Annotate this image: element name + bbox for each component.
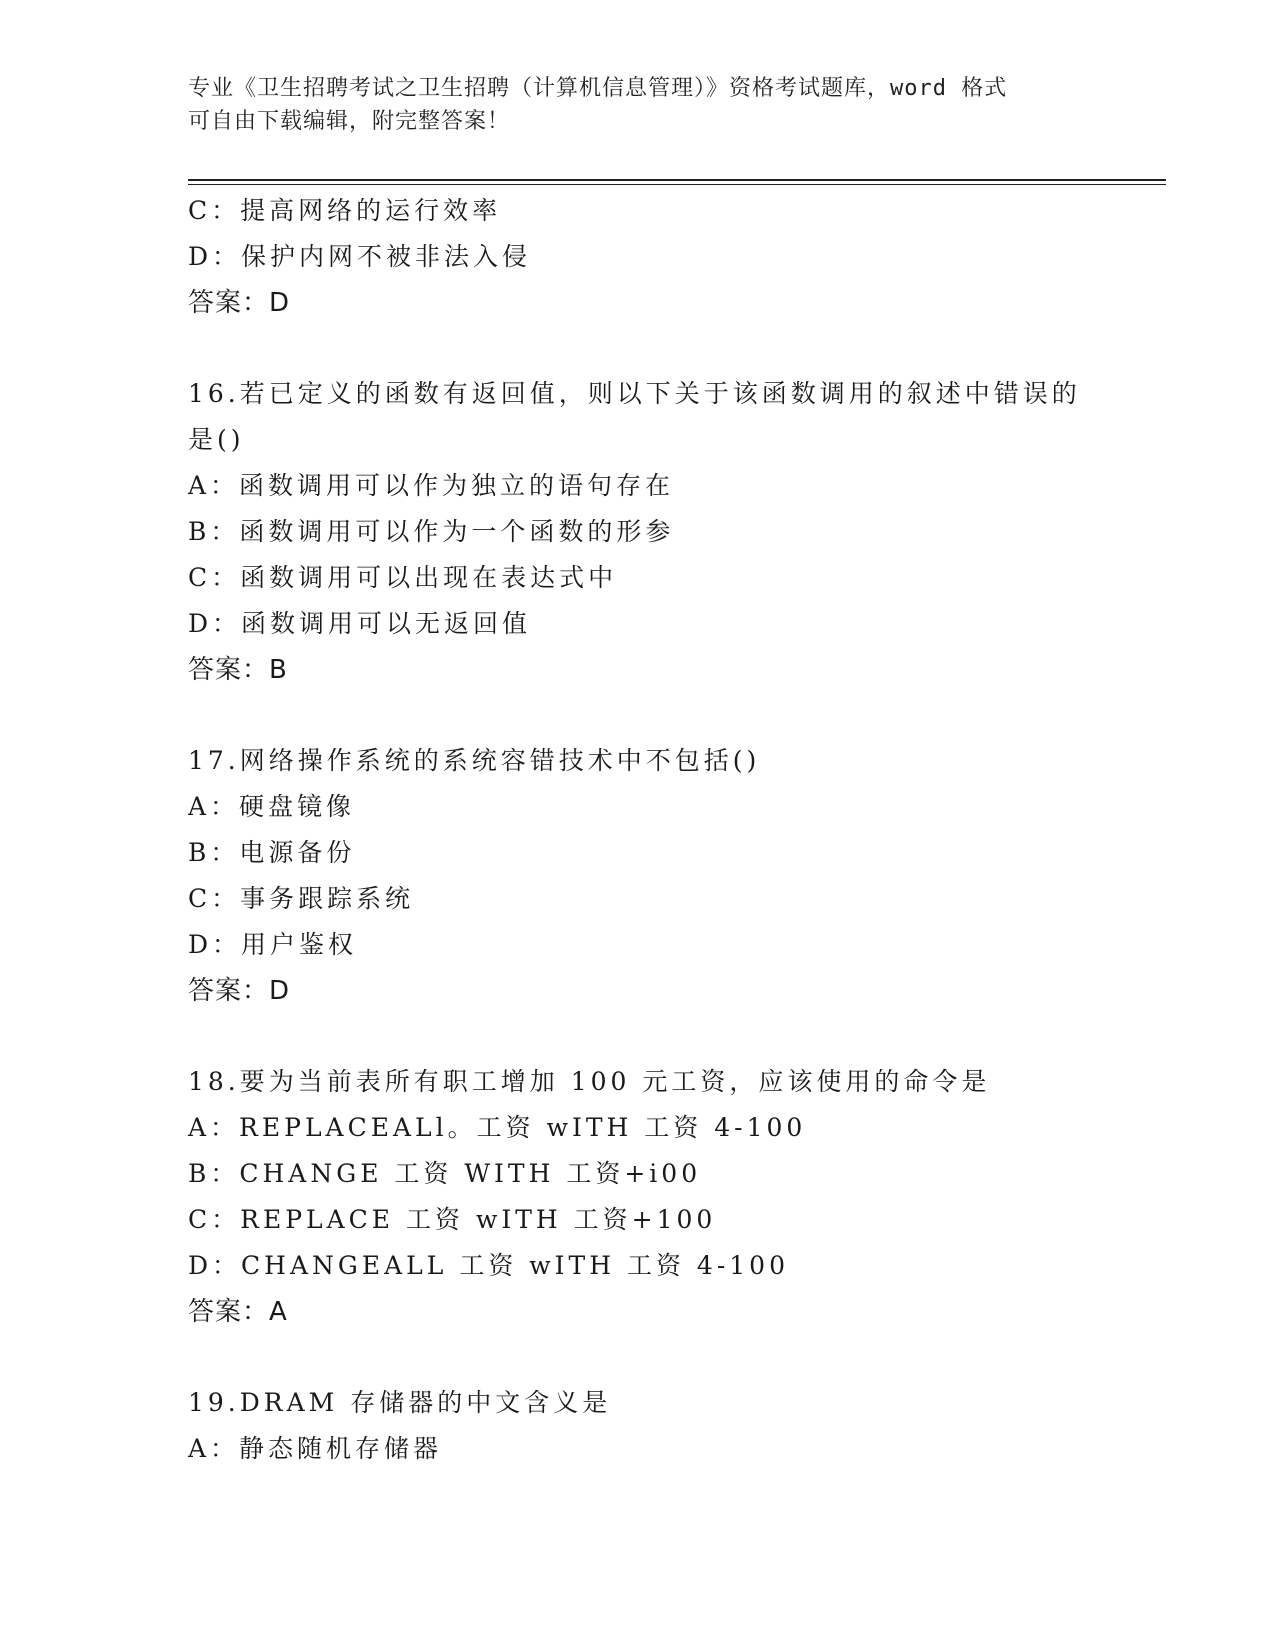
option-d: D：CHANGEALL 工资 wITH 工资 4-100 xyxy=(188,1251,789,1280)
question-18 xyxy=(188,1059,1148,1335)
answer-label: 答案：D xyxy=(188,288,291,318)
answer-label: 答案：A xyxy=(188,1297,288,1327)
answer-label: 答案：D xyxy=(188,976,291,1006)
question-stem: 16.若已定义的函数有返回值，则以下关于该函数调用的叙述中错误的 xyxy=(188,379,1081,408)
option-d: D：函数调用可以无返回值 xyxy=(188,609,532,638)
question-15-fragment xyxy=(188,188,1148,326)
option-d: D：用户鉴权 xyxy=(188,930,358,959)
option-c: C：事务跟踪系统 xyxy=(188,884,415,913)
option-a: A：REPLACEALl。工资 wITH 工资 4-100 xyxy=(188,1113,807,1142)
question-stem: 19.DRAM 存储器的中文含义是 xyxy=(188,1388,612,1417)
header-line-1: 专业《卫生招聘考试之卫生招聘（计算机信息管理）》资格考试题库，word 格式 xyxy=(188,76,1008,101)
question-19 xyxy=(188,1380,1148,1472)
option-b: B：CHANGE 工资 WITH 工资+i00 xyxy=(188,1159,702,1188)
question-stem: 18.要为当前表所有职工增加 100 元工资，应该使用的命令是 xyxy=(188,1067,991,1096)
question-17 xyxy=(188,738,1148,1014)
option-a: A：硬盘镜像 xyxy=(188,792,356,821)
question-stem: 17.网络操作系统的系统容错技术中不包括() xyxy=(188,746,761,775)
answer-label: 答案：B xyxy=(188,655,288,685)
question-stem-continued: 是() xyxy=(188,425,245,454)
option-a: A：静态随机存储器 xyxy=(188,1434,443,1463)
question-16 xyxy=(188,371,1148,693)
option-b: B：函数调用可以作为一个函数的形参 xyxy=(188,517,675,546)
header-line-2: 可自由下载编辑，附完整答案！ xyxy=(188,109,511,134)
option-c: C：REPLACE 工资 wITH 工资+100 xyxy=(188,1205,717,1234)
option-b: B：电源备份 xyxy=(188,838,356,867)
document-header xyxy=(188,72,1088,138)
option-d: D：保护内网不被非法入侵 xyxy=(188,242,532,271)
header-divider-top xyxy=(188,179,1166,181)
question-list xyxy=(188,188,1148,1472)
option-a: A：函数调用可以作为独立的语句存在 xyxy=(188,471,675,500)
option-c: C：函数调用可以出现在表达式中 xyxy=(188,563,618,592)
option-c: C：提高网络的运行效率 xyxy=(188,196,502,225)
header-divider-bottom xyxy=(188,184,1166,185)
